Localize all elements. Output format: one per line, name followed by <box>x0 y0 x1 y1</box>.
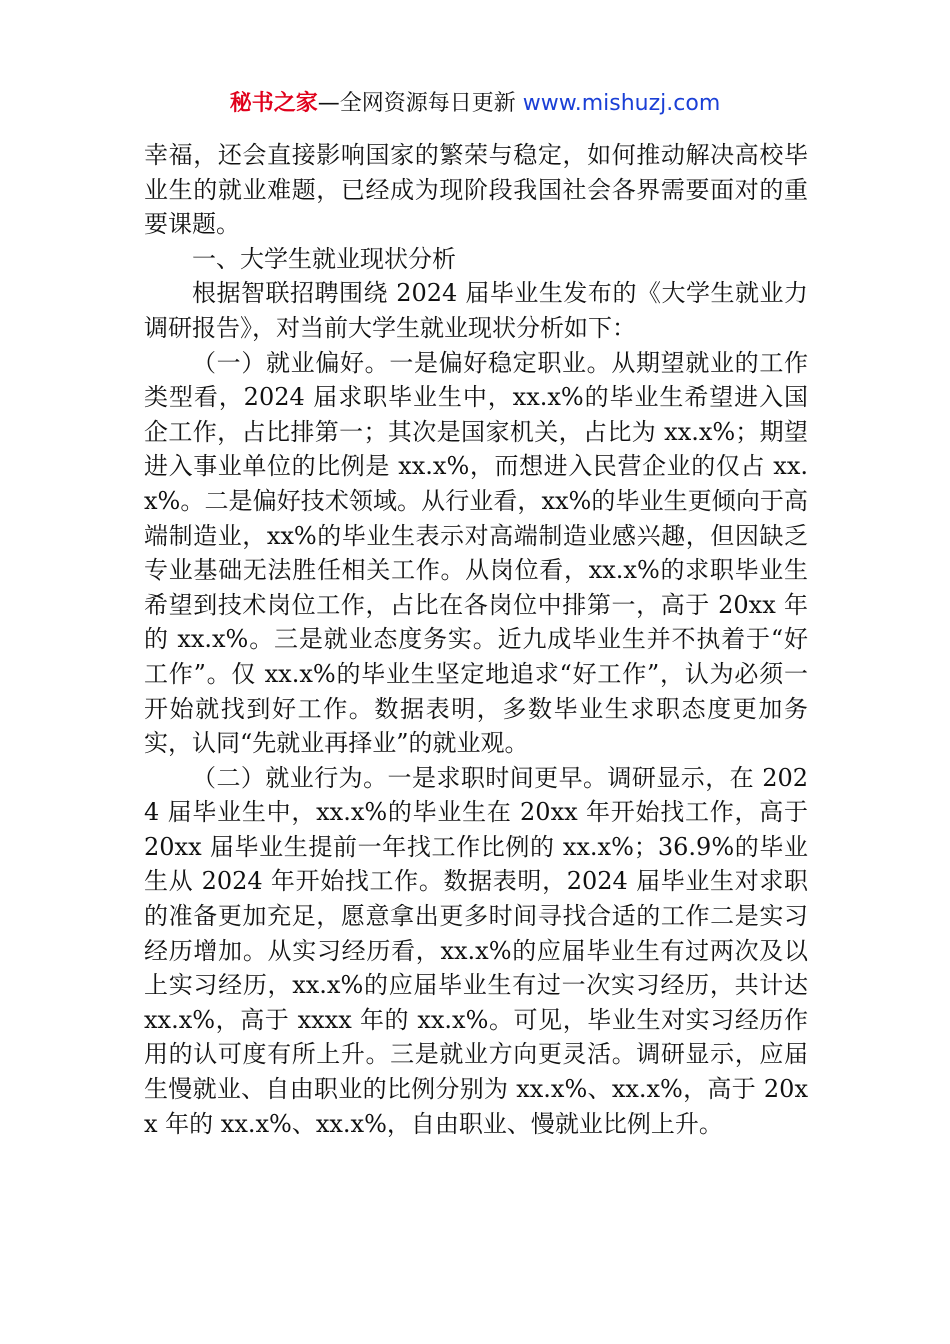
header-slogan: —全网资源每日更新 <box>317 91 523 116</box>
site-header <box>0 86 950 122</box>
paragraph-employment-behavior: （二）就业行为。一是求职时间更早。调研显示，在 2024 届毕业生中，xx.x%的毕业生在 20xx 年开始找工作，高于 20xx 届毕业生提前一年找工作比例的 xx.x%；36.9%的毕业生从 2024 年开始找工作。数据表明，2024 届毕业生对求职的准备更加充足，愿意拿出更多时间寻找合适的工作二是实习经历增加。从实习经历看，xx.x%的应届毕业生有过两次及以上实习经历，xx.x%的应届毕业生有过一次实习经历，共计达 xx.x%，高于 xxxx 年的 xx.x%。可见，毕业生对实习经历作用的认可度有所上升。三是就业方向更灵活。调研显示，应届生慢就业、自由职业的比例分别为 xx.x%、xx.x%，高于 20xx 年的 xx.x%、xx.x%，自由职业、慢就业比例上升。 <box>144 763 808 1138</box>
paragraph-intro: 根据智联招聘围绕 2024 届毕业生发布的《大学生就业力调研报告》，对当前大学生就业现状分析如下： <box>144 279 808 342</box>
brand-name: 秘书之家 <box>229 91 318 116</box>
document-body <box>144 138 808 1141</box>
site-url-link[interactable]: www.mishuzj.com <box>522 91 721 116</box>
paragraph-employment-preference: （一）就业偏好。一是偏好稳定职业。从期望就业的工作类型看，2024 届求职毕业生中，xx.x%的毕业生希望进入国企工作，占比排第一；其次是国家机关，占比为 xx.x%；期望进入事业单位的比例是 xx.x%，而想进入民营企业的仅占 xx.x%。二是偏好技术领域。从行业看，xx%的毕业生更倾向于高端制造业，xx%的毕业生表示对高端制造业感兴趣，但因缺乏专业基础无法胜任相关工作。从岗位看，xx.x%的求职毕业生希望到技术岗位工作，占比在各岗位中排第一，高于 20xx 年的 xx.x%。三是就业态度务实。近九成毕业生并不执着于“好工作”。仅 xx.x%的毕业生坚定地追求“好工作”，认为必须一开始就找到好工作。数据表明，多数毕业生求职态度更加务实，认同“先就业再择业”的就业观。 <box>144 348 808 758</box>
section-heading: 一、大学生就业现状分析 <box>192 244 456 273</box>
paragraph-continuation: 幸福，还会直接影响国家的繁荣与稳定，如何推动解决高校毕业生的就业难题，已经成为现阶段我国社会各界需要面对的重要课题。 <box>144 141 808 239</box>
